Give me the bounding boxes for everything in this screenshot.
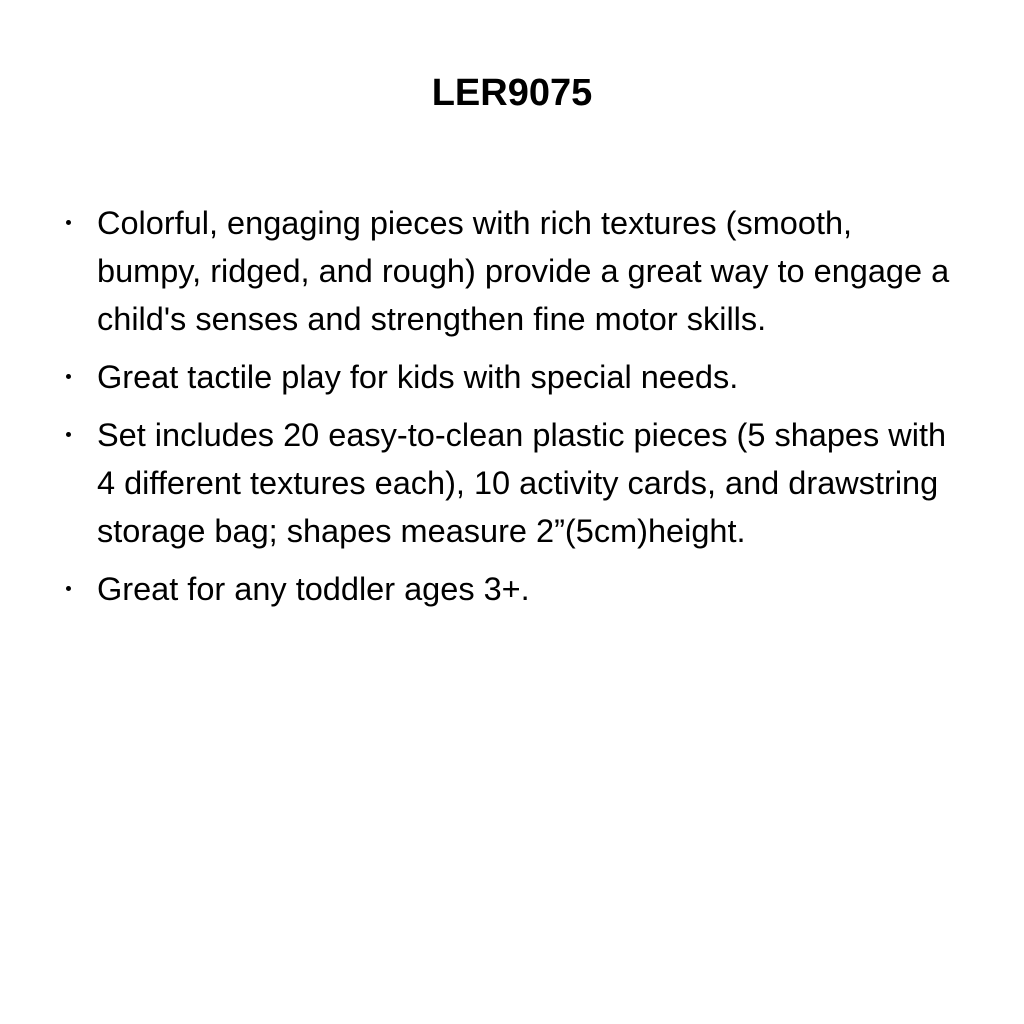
- list-item: [62, 565, 962, 613]
- bullet-icon: [66, 374, 71, 379]
- bullet-icon: [66, 220, 71, 225]
- feature-list: [62, 199, 962, 623]
- feature-text: Great tactile play for kids with special needs.: [97, 359, 739, 395]
- list-item: [62, 411, 962, 555]
- feature-text: Colorful, engaging pieces with rich textures (smooth, bumpy, ridged, and rough) provide a great way to engage a child's senses and strengthen fine motor skills.: [97, 205, 950, 337]
- list-item: [62, 353, 962, 401]
- feature-text: Great for any toddler ages 3+.: [97, 571, 530, 607]
- feature-text: Set includes 20 easy-to-clean plastic pieces (5 shapes with 4 different textures each), 10 activity cards, and drawstring storage bag; shapes measure 2”(5cm)height.: [97, 417, 947, 549]
- list-item: [62, 199, 962, 343]
- bullet-icon: [66, 432, 71, 437]
- product-code-title: LER9075: [431, 72, 593, 114]
- bullet-icon: [66, 586, 71, 591]
